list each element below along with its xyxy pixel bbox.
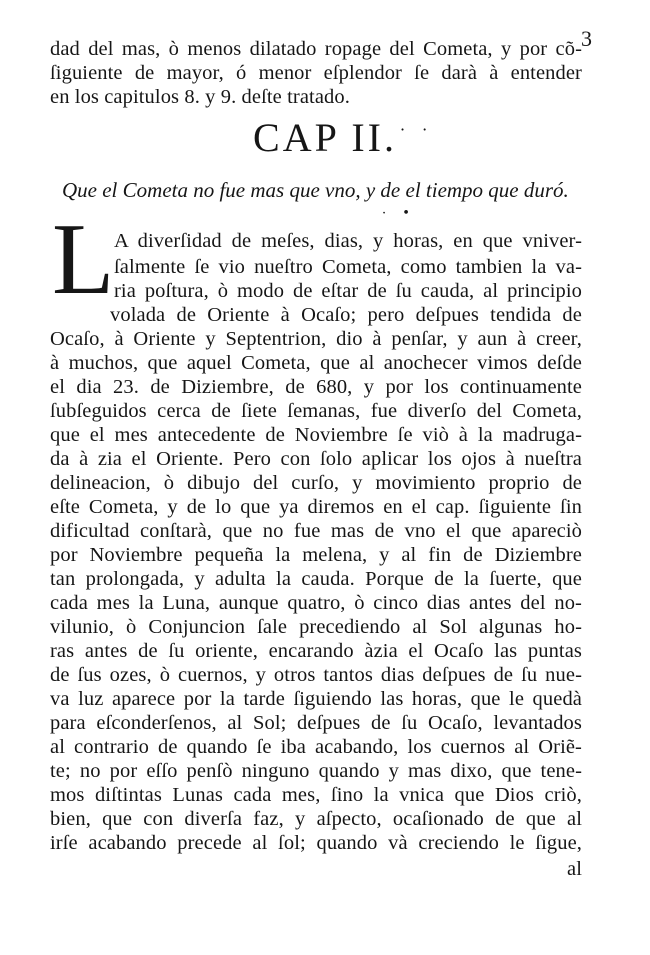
text-line: ſubſeguidos cerca de ſiete ſemanas, fue diverſo del Cometa, [50, 400, 582, 422]
ornament-mark: · • [382, 206, 416, 221]
text-line: cada mes la Luna, aunque quatro, ò cinco dias antes del no- [50, 592, 582, 614]
drop-cap: L [52, 203, 115, 316]
text-line: te; no por eſſo penſò ninguno quando y mas dixo, que tene- [50, 760, 582, 782]
text-line: da à zia el Oriente. Pero con ſolo aplicar los ojos à nueſtra [50, 448, 582, 470]
chapter-subtitle: Que el Cometa no fue mas que vno, y de el tiempo que duró. [62, 178, 569, 202]
text-line: A diverſidad de meſes, dias, y horas, en que vniver- [114, 230, 582, 252]
text-line: ſalmente ſe vio nueſtro Cometa, como tambien la va- [114, 256, 582, 278]
text-line: tan prolongada, y adulta la cauda. Porque de la ſuerte, que [50, 568, 582, 590]
text-line: ras antes de ſu oriente, encarando àzia el Ocaſo las puntas [50, 640, 582, 662]
text-line: dificultad conſtarà, que no fue mas de vno el que apareciò [50, 520, 582, 542]
text-line: en los capitulos 8. y 9. deſte tratado. [50, 86, 350, 108]
text-line: va luz aparece por la tarde ſiguiendo las horas, que le quedà [50, 688, 582, 710]
chapter-title: CAP II. [253, 115, 397, 160]
text-line: para eſconderſenos, al Sol; deſpues de ſu Ocaſo, levantados [50, 712, 582, 734]
text-line: por Noviembre pequeña la melena, y al fin de Diziembre [50, 544, 582, 566]
text-line: dad del mas, ò menos dilatado ropage del Cometa, y por cõ- [50, 38, 582, 60]
text-line: mos diſtintas Lunas cada mes, ſino la vnica que Dios criò, [50, 784, 582, 806]
text-line: Ocaſo, à Oriente y Septentrion, dio à penſar, y aun à creer, [50, 328, 582, 350]
text-line: el dia 23. de Diziembre, de 680, y por los continuamente [50, 376, 582, 398]
text-line: delineacion, ò dibujo del curſo, y movimiento proprio de [50, 472, 582, 494]
text-line: vilunio, ò Conjuncion ſale precediendo al Sol algunas ho- [50, 616, 582, 638]
text-line: de ſus ozes, ò cuernos, y otros tantos dias deſpues de ſu nue- [50, 664, 582, 686]
text-line: irſe acabando precede al ſol; quando và creciendo le ſigue, [50, 832, 582, 854]
catchword: al [567, 858, 582, 880]
ornament-dots: · · [400, 120, 434, 139]
page-number: 3 [581, 26, 592, 51]
text-line: volada de Oriente à Ocaſo; pero deſpues tendida de [110, 304, 582, 326]
text-line: que el mes antecedente de Noviembre ſe viò à la madruga- [50, 424, 582, 446]
text-line: ria poſtura, ò modo de eſtar de ſu cauda, al principio [114, 280, 582, 302]
text-line: ſiguiente de mayor, ó menor eſplendor ſe darà à entender [50, 62, 582, 84]
text-line: eſte Cometa, y de lo que ya diremos en el cap. ſiguiente ſin [50, 496, 582, 518]
text-line: al contrario de quando ſe iba acabando, los cuernos al Oriẽ- [50, 736, 582, 758]
text-line: bien, que con diverſa faz, y aſpecto, ocaſionado de que al [50, 808, 582, 830]
text-line: à muchos, que aquel Cometa, que al anochecer vimos deſde [50, 352, 582, 374]
